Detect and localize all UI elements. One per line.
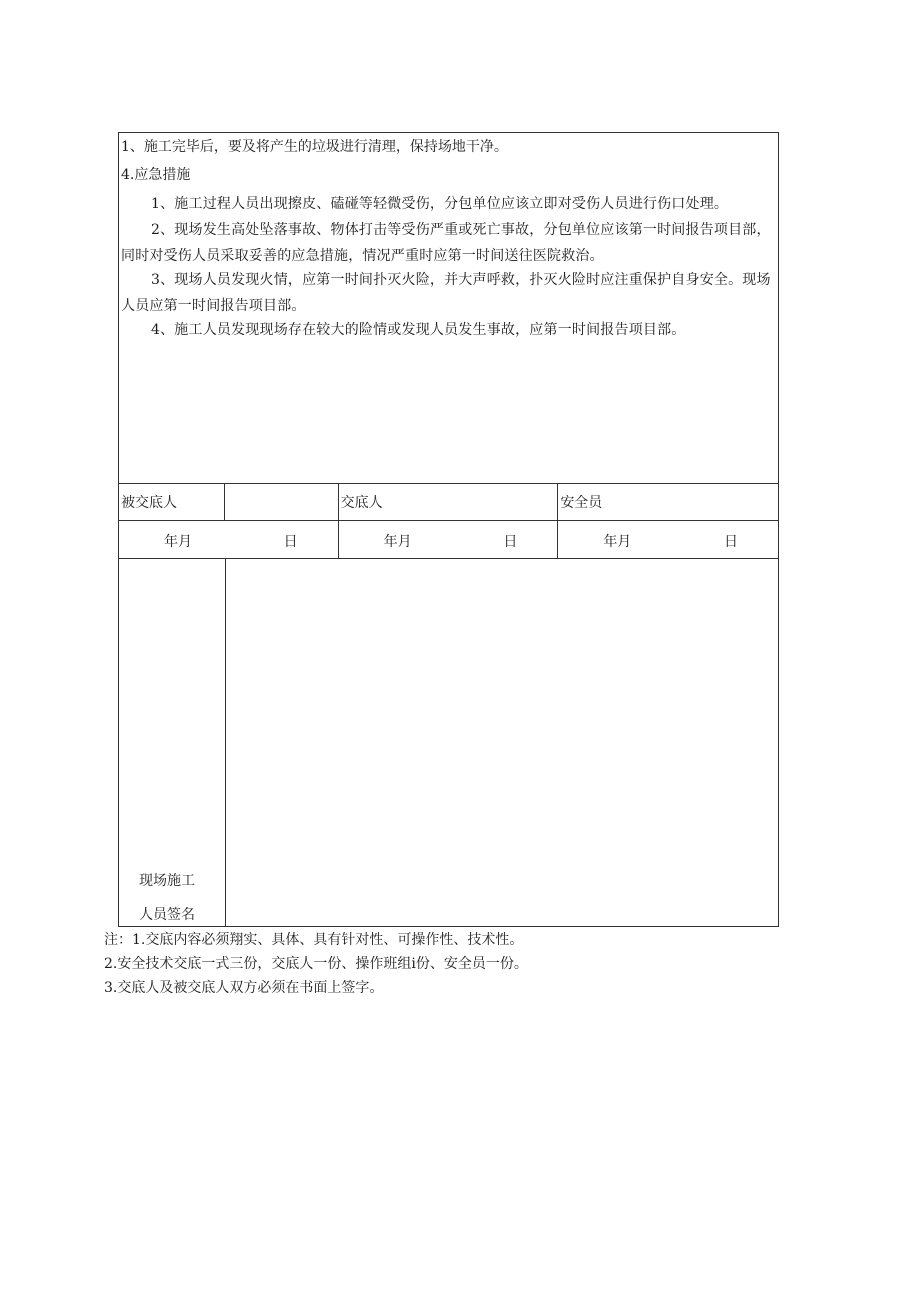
presenter-label: 交底人: [338, 484, 558, 521]
emergency-item-2: 2、现场发生高处坠落事故、物体打击等受伤严重或死亡事故，分包单位应该第一时间报告项目部，同时对受伤人员采取妥善的应急措施，情况严重时应第一时间送往医院救治。: [121, 222, 771, 264]
presenter-date-cell[interactable]: [338, 521, 558, 559]
note-1: 注：1.交底内容必须翔实、具体、具有针对性、可操作性、技术性。: [104, 932, 524, 948]
safety-officer-label: 安全员: [558, 484, 779, 521]
note-2: 2.安全技术交底一式三份，交底人一份、操作班组i份、安全员一份。: [104, 956, 528, 972]
emergency-item-1: 1、施工过程人员出现擦皮、磕碰等轻微受伤，分包单位应该立即对受伤人员进行伤口处理。: [151, 196, 729, 212]
year-month-label: 年月: [603, 534, 632, 550]
worker-sign-label-line2: 人员签名: [139, 907, 195, 923]
column-divider: [225, 558, 226, 926]
cleanup-line: 1、施工完毕后，要及将产生的垃圾进行清理，保持场地干净。: [121, 139, 508, 155]
emergency-item-3: 3、现场人员发现火情，应第一时间扑灭火险，并大声呼救，扑灭火险时应注重保护自身安全。现场人员应第一时间报告项目部。: [121, 272, 771, 314]
signature-dates-row: [119, 521, 779, 559]
receiver-label: 被交底人: [119, 484, 225, 521]
signature-table: [118, 483, 779, 559]
receiver-date-cell[interactable]: [119, 521, 339, 559]
content-box: [118, 132, 779, 484]
notes-section: [104, 928, 528, 1000]
signature-names-row: [119, 484, 779, 521]
emergency-heading: 4.应急措施: [121, 167, 191, 183]
day-label: 日: [283, 534, 298, 550]
receiver-sign-field[interactable]: [224, 484, 338, 521]
year-month-label: 年月: [383, 534, 412, 550]
year-month-label: 年月: [164, 534, 192, 550]
note-3: 3.交底人及被交底人双方必须在书面上签字。: [104, 980, 384, 996]
safety-date-cell[interactable]: [558, 521, 779, 559]
worker-sign-label-line1: 现场施工: [139, 873, 195, 889]
day-label: 日: [724, 534, 738, 550]
day-label: 日: [503, 534, 518, 550]
worker-signature-area: [118, 558, 779, 927]
emergency-item-4: 4、施工人员发现现场存在较大的险情或发现人员发生事故，应第一时间报告项目部。: [151, 322, 686, 338]
